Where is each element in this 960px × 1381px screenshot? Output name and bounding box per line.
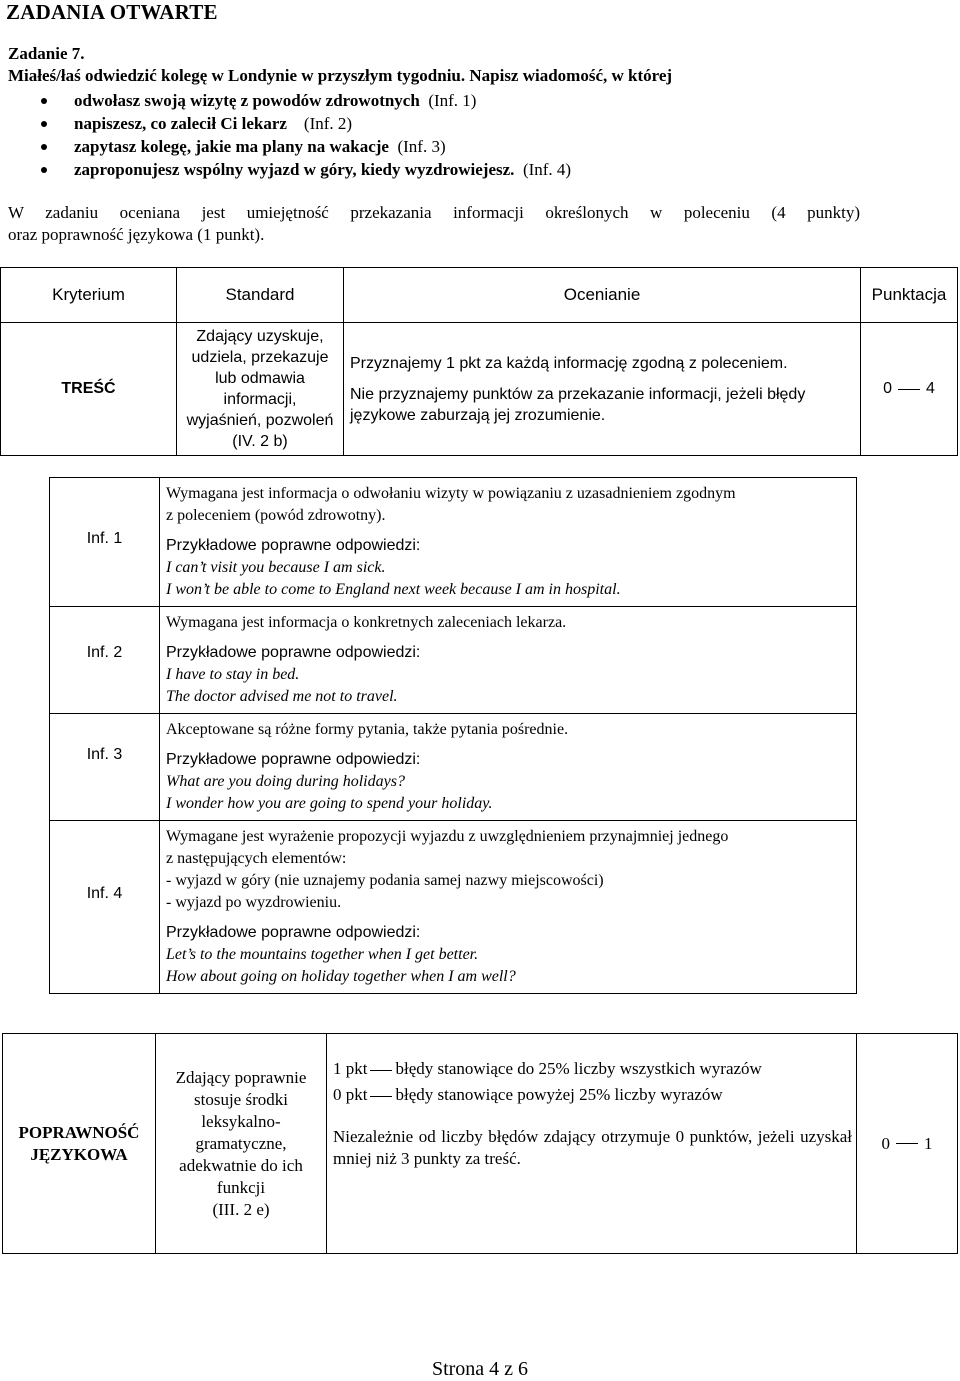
- dash-icon: [896, 1143, 918, 1144]
- dash-icon: [898, 389, 920, 390]
- points-range: 0 4: [883, 380, 935, 397]
- language-standard-cell: Zdający poprawnie stosuje środki leksykalno- gramatyczne, adekwatnie do ich funkcji (III. 2 e): [156, 1034, 327, 1254]
- bullet-icon: [41, 98, 47, 104]
- info-label: Inf. 1: [50, 478, 160, 607]
- header-ocenianie: Ocenianie: [344, 268, 861, 323]
- header-standard: Standard: [177, 268, 344, 323]
- task-bullet: odwołasz swoją wizytę z powodów zdrowotnych (Inf. 1): [0, 89, 571, 112]
- info-label: Inf. 4: [50, 821, 160, 994]
- info-content: Wymagana jest informacja o odwołaniu wizyty w powiązaniu z uzasadnieniem zgodnym z poleceniem (powód zdrowotny). Przykładowe poprawne odpowiedzi: I can’t visit you because I am sick. I won’t be able to come to England next week because I am in hospital.: [160, 478, 857, 607]
- info-row: [50, 607, 857, 714]
- dash-icon: [370, 1070, 392, 1071]
- language-table: [2, 1033, 958, 1254]
- info-content: Wymagane jest wyrażenie propozycji wyjazdu z uwzględnieniem przynajmniej jednego z następujących elementów: - wyjazd w góry (nie uznajemy podania samej nazwy miejscowości) - wyjazd po wyzdrowieniu. Przykładowe poprawne odpowiedzi: Let’s to the mountains together when I get better. How about going on holiday together when I am well?: [160, 821, 857, 994]
- language-rules-cell: 1 pkt błędy stanowiące do 25% liczby wszystkich wyrazów 0 pkt błędy stanowiące powyżej 25% liczby wyrazów Niezależnie od liczby błędów zdający otrzymuje 0 punktów, jeżeli uzyskał mniej niż 3 punkty za treść.: [327, 1034, 857, 1254]
- info-label: Inf. 3: [50, 714, 160, 821]
- language-points-cell: [857, 1034, 958, 1254]
- info-label: Inf. 2: [50, 607, 160, 714]
- info-row: [50, 478, 857, 607]
- task-title: Zadanie 7.: [8, 44, 85, 63]
- criteria-header-row: [1, 268, 958, 323]
- bullet-icon: [41, 121, 47, 127]
- bullet-icon: [41, 144, 47, 150]
- info-table: [49, 477, 857, 994]
- task-bullet: zapytasz kolegę, jakie ma plany na wakacje (Inf. 3): [0, 135, 571, 158]
- info-content: Akceptowane są różne formy pytania, także pytania pośrednie. Przykładowe poprawne odpowiedzi: What are you doing during holidays? I wonder how you are going to spend your holiday.: [160, 714, 857, 821]
- points-cell: [861, 323, 958, 456]
- language-row: [3, 1034, 958, 1254]
- standard-cell: Zdający uzyskuje, udziela, przekazuje lub odmawia informacji, wyjaśnień, pozwoleń (IV. 2 b): [177, 323, 344, 456]
- scoring-rules-cell: Przyznajemy 1 pkt za każdą informację zgodną z poleceniem. Nie przyznajemy punktów za przekazanie informacji, jeżeli błędy językowe zaburzają jej zrozumienie.: [344, 323, 861, 456]
- task-bullet: napiszesz, co zalecił Ci lekarz (Inf. 2): [0, 112, 571, 135]
- criteria-row: [1, 323, 958, 456]
- page-footer: Strona 4 z 6: [431, 1358, 529, 1380]
- dash-icon: [370, 1096, 392, 1097]
- task-bullet: zaproponujesz wspólny wyjazd w góry, kiedy wyzdrowiejesz. (Inf. 4): [0, 158, 571, 181]
- info-row: [50, 821, 857, 994]
- bullet-icon: [41, 167, 47, 173]
- task-intro: Miałeś/łaś odwiedzić kolegę w Londynie w przyszłym tygodniu. Napisz wiadomość, w której: [8, 66, 673, 85]
- info-row: [50, 714, 857, 821]
- points-range: 0 1: [881, 1133, 933, 1153]
- criterion-cell: TREŚĆ: [1, 323, 177, 456]
- language-criterion-cell: POPRAWNOŚĆ JĘZYKOWA: [3, 1034, 156, 1254]
- task-bullet-list: [0, 89, 571, 181]
- header-punktacja: Punktacja: [861, 268, 958, 323]
- section-title: ZADANIA OTWARTE: [6, 0, 218, 24]
- header-kryterium: Kryterium: [1, 268, 177, 323]
- info-content: Wymagana jest informacja o konkretnych zaleceniach lekarza. Przykładowe poprawne odpowiedzi: I have to stay in bed. The doctor advised me not to travel.: [160, 607, 857, 714]
- assessment-description: W zadaniu oceniana jest umiejętność przekazania informacji określonych w poleceniu (4 punkty) oraz poprawność językowa (1 punkt).: [8, 203, 860, 244]
- criteria-table: [0, 267, 958, 456]
